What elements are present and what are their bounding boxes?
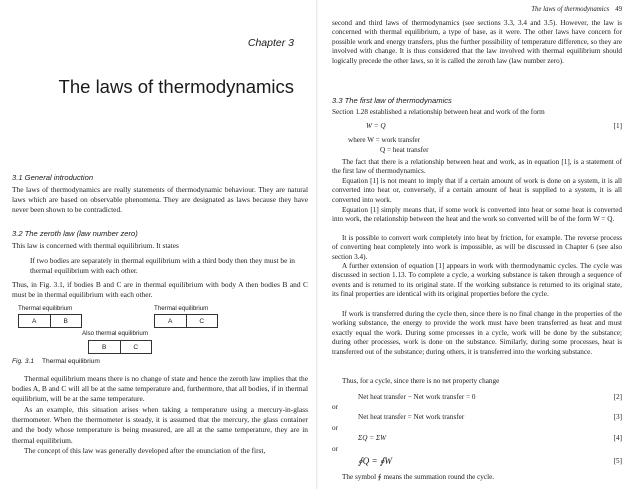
equation-3-number: [3] <box>613 413 622 421</box>
paragraph-friction: It is possible to convert work completely into heat by friction, for example. The reverse process of converting heat completely into work is impossible, as will be discussed in Chapter 6 (see also section 3.4). <box>332 234 622 261</box>
equation-4-number: [4] <box>613 434 622 442</box>
or-text: or <box>332 445 338 453</box>
equation-2: Net heat transfer − Net work transfer = 0 <box>358 393 476 401</box>
paragraph-cycles: A further extension of equation [1] appears in work with thermodynamic cycles. The cycle was discussed in section 1.13. To complete a cycle, a working substance is taken through a sequence of events and is returned to its original state. If the working substance is returned to its original state, its final properties are identical with its original properties before the cycle. <box>332 262 622 299</box>
figure-caption-text: Thermal equilibrium <box>42 358 100 365</box>
figure-caption-number: Fig. 3.1 <box>12 358 34 365</box>
equation-1-number: [1] <box>613 122 622 130</box>
where-work: where W = work transfer <box>348 136 421 144</box>
closing-sentence: The symbol ∮ means the summation round the cycle. <box>342 473 495 481</box>
box-cell: B <box>50 315 82 327</box>
paragraph-net-property: Thus, for a cycle, since there is no net property change <box>342 377 500 385</box>
section-3-1-body: The laws of thermodynamics are really statements of thermodynamic behaviour. They are natural laws which are based on observable phenomena. They are designated as laws because they have never been shown to be contradicted. <box>12 185 308 215</box>
zeroth-law-statement: If two bodies are separately in thermal equilibrium with a third body then they must be in thermal equilibrium with each other. <box>30 256 295 276</box>
paragraph-equation-1-form: Equation [1] simply means that, if some work is converted into heat or some heat is converted into work, the relationship between the heat and the work so converted will be of the form W = Q. <box>332 206 622 224</box>
page-number: 49 <box>615 6 622 13</box>
figure-label-bottom: Also thermal equilibrium <box>82 330 149 337</box>
right-page <box>318 0 638 489</box>
section-3-2-intro: This law is concerned with thermal equilibrium. It states <box>12 241 179 250</box>
equation-5: ∮Q = ∮W <box>358 456 392 466</box>
running-head <box>531 6 622 13</box>
figure-caption <box>12 358 100 365</box>
box-cell: A <box>168 317 173 325</box>
paragraph-thermal-equilibrium: Thermal equilibrium means there is no change of state and hence the zeroth law implies that the bodies A, B and C will all be at the same temperature and, furthermore, that all bodies, if in thermal equilibrium, will be at the same temperature. <box>12 374 308 404</box>
left-page <box>0 0 316 489</box>
or-text: or <box>332 424 338 432</box>
figure-box-a-b <box>18 314 82 328</box>
figure-box-b-c <box>88 340 152 354</box>
paragraph-work-transfer: If work is transferred during the cycle then, since there is no final change in the properties of the working substance, the energy to provide the work must have been transferred as heat and must exactly equal the work. During some processes in a cycle, work will be done by the substance; during other processes, work is done on the substance. Similarly, during some processes, heat is transferred out of the substance; during others, it is transferred into the working substance. <box>332 310 622 356</box>
paragraph-equation-1-meaning: Equation [1] is not meant to imply that if a certain amount of work is done on a system, it is all converted into heat or, conversely, if a certain amount of heat is supplied to a system, it is all converted into work. <box>332 177 622 204</box>
box-cell: C <box>120 341 152 353</box>
running-head-title: The laws of thermodynamics <box>531 6 610 13</box>
chapter-label: Chapter 3 <box>247 37 294 49</box>
zeroth-law-example: Thus, in Fig. 3.1, if bodies B and C are in thermal equilibrium with body A then bodies B and C must be in thermal equilibrium with each other. <box>12 280 308 300</box>
box-cell: B <box>102 343 107 351</box>
equation-4: ΣQ = ΣW <box>358 434 387 442</box>
section-heading-3-2: 3.2 The zeroth law (law number zero) <box>12 229 138 238</box>
box-cell: A <box>32 317 37 325</box>
paragraph-concept-history: The concept of this law was generally developed after the enunciation of the first, <box>24 446 266 455</box>
equation-5-number: [5] <box>613 457 622 465</box>
figure-label-top-right: Thermal equilibrium <box>154 305 209 312</box>
section-heading-3-1: 3.1 General introduction <box>12 173 94 182</box>
opening-paragraph: second and third laws of thermodynamics (see sections 3.3, 3.4 and 3.5). However, the law is concerned with thermal equilibrium, a type of base, as it were. The other laws have concern for possible work and energy transfers, plus the further possibility of temperature difference, so they are involved with change. It is thus considered that the law involved with thermal equilibrium should logically precede the other laws, so it is called the zeroth law (law number zero). <box>332 19 622 65</box>
equation-1: W = Q <box>366 122 386 130</box>
paragraph-thermometer-example: As an example, this situation arises when taking a temperature using a mercury-in-glass thermometer. When the thermometer is steady, it is assumed that the mercury, the glass container and the body whose temperature is being measured, are all at the same temperature, they are in thermal equilibrium. <box>12 405 308 445</box>
equation-2-number: [2] <box>613 393 622 401</box>
where-heat: Q = heat transfer <box>380 146 429 154</box>
chapter-title: The laws of thermodynamics <box>58 76 294 97</box>
figure-box-a-c <box>154 314 218 328</box>
equation-3: Net heat transfer = Net work transfer <box>358 413 465 421</box>
section-3-3-intro: Section 1.28 established a relationship between heat and work of the form <box>332 108 545 116</box>
figure-label-top-left: Thermal equilibrium <box>18 305 73 312</box>
or-text: or <box>332 403 338 411</box>
box-cell: C <box>186 315 218 327</box>
section-heading-3-3: 3.3 The first law of thermodynamics <box>332 96 452 105</box>
paragraph-first-law-statement: The fact that there is a relationship between heat and work, as in equation [1], is a statement of the first law of thermodynamics. <box>332 158 622 176</box>
